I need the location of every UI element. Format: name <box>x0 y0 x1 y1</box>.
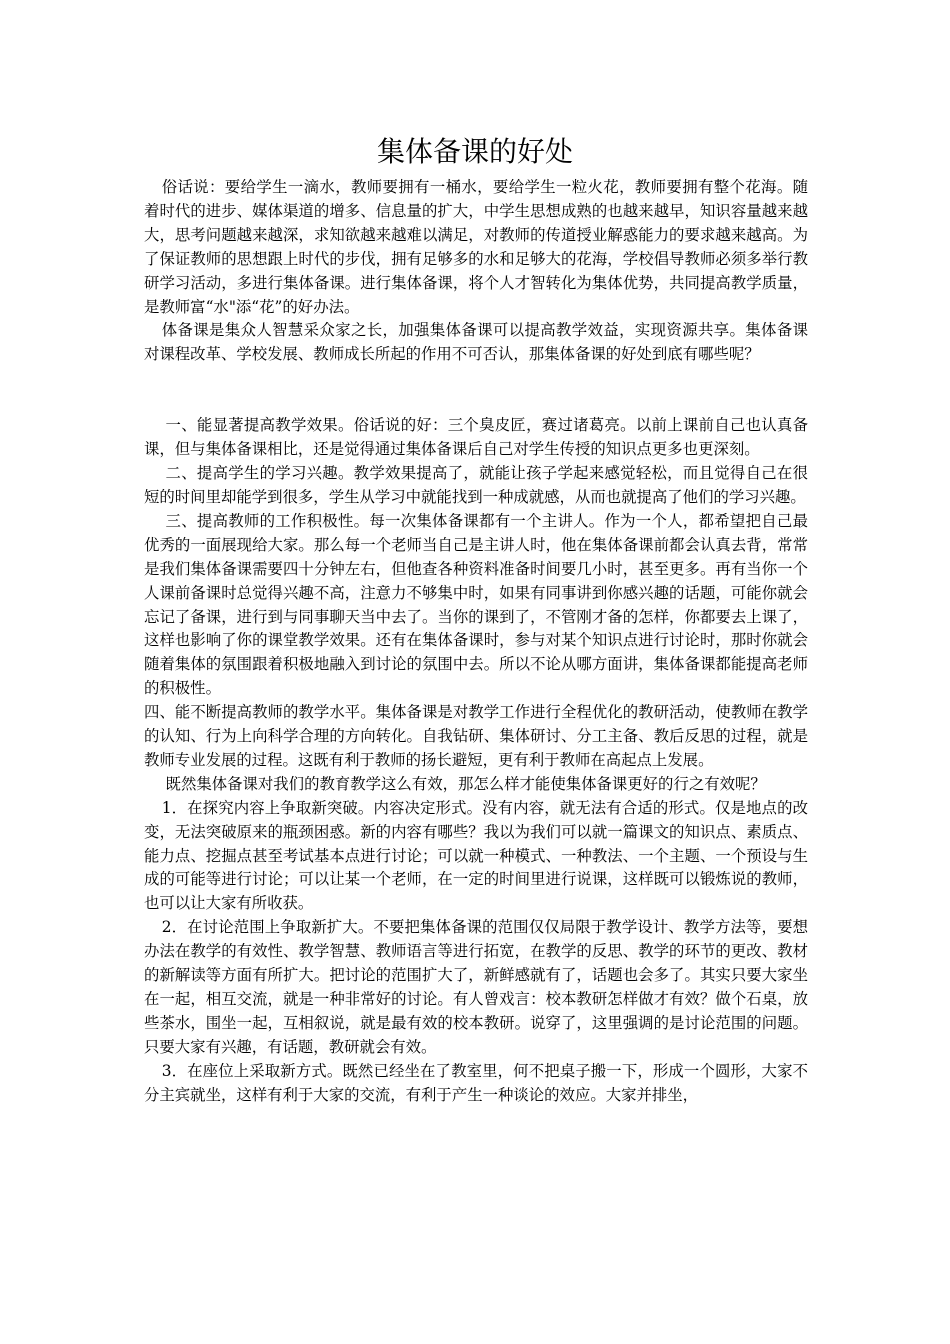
paragraph-summary: 体备课是集众人智慧采众家之长，加强集体备课可以提高教学效益，实现资源共享。集体备课对课程改革、学校发展、教师成长所起的作用不可否认，那集体备课的好处到底有哪些呢？ <box>144 321 808 364</box>
paragraph-point-1: 一、能显著提高教学效果。俗话说的好：三个臭皮匠，赛过诸葛亮。以前上课前自己也认真备课，但与集体备课相比，还是觉得通过集体备课后自己对学生传授的知识点更多也更深刻。 <box>144 416 808 459</box>
paragraph-method-3: 3．在座位上采取新方式。既然已经坐在了教室里，何不把桌子搬一下，形成一个圆形，大家不分主宾就坐，这样有利于大家的交流，有利于产生一种谈论的效应。大家并排坐， <box>144 1061 808 1104</box>
blank-line <box>144 367 808 414</box>
paragraph-method-2: 2．在讨论范围上争取新扩大。不要把集体备课的范围仅仅局限于教学设计、教学方法等，要想办法在教学的有效性、教学智慧、教师语言等进行拓宽，在教学的反思、教学的环节的更改、教材的新解读等方面有所扩大。把讨论的范围扩大了，新鲜感就有了，话题也会多了。其实只要大家坐在一起，相互交流，就是一种非常好的讨论。有人曾戏言：校本教研怎样做才有效？做个石桌，放些茶水，围坐一起，互相叙说，就是最有效的校本教研。说穿了，这里强调的是讨论范围的问题。只要大家有兴趣，有话题，教研就会有效。 <box>144 918 808 1056</box>
paragraph-point-2: 二、提高学生的学习兴趣。教学效果提高了，就能让孩子学起来感觉轻松，而且觉得自己在很短的时间里却能学到很多，学生从学习中就能找到一种成就感，从而也就提高了他们的学习兴趣。 <box>144 464 808 506</box>
paragraph-transition: 既然集体备课对我们的教育教学这么有效，那怎么样才能使集体备课更好的行之有效呢？ <box>165 774 766 793</box>
paragraph-intro: 俗话说：要给学生一滴水，教师要拥有一桶水，要给学生一粒火花，教师要拥有整个花海。随着时代的进步、媒体渠道的增多、信息量的扩大，中学生思想成熟的也越来越早，知识容量越来越大，思考问题越来越深，求知欲越来越难以满足，对教师的传道授业解惑能力的要求越来越高。为了保证教师的思想跟上时代的步伐，拥有足够多的水和足够大的花海，学校倡导教师必须多举行教研学习活动，多进行集体备课。进行集体备课，将个人才智转化为集体优势，共同提高教学质量，是教师富“水"添“花”的好办法。 <box>144 178 808 316</box>
paragraph-point-4: 四、能不断提高教师的教学水平。集体备课是对教学工作进行全程优化的教研活动，使教师在教学的认知、行为上向科学合理的方向转化。自我钻研、集体研讨、分工主备、教后反思的过程，就是教师专业发展的过程。这既有利于教师的扬长避短，更有利于教师在高起点上发展。 <box>144 703 808 769</box>
paragraph-method-1: 1．在探究内容上争取新突破。内容决定形式。没有内容，就无法有合适的形式。仅是地点的改变，无法突破原来的瓶颈困惑。新的内容有哪些？我以为我们可以就一篇课文的知识点、素质点、能力点、挖掘点甚至考试基本点进行讨论；可以就一种模式、一种教法、一个主题、一个预设与生成的可能等进行讨论；可以让某一个老师，在一定的时间里进行说课，这样既可以锻炼说的教师，也可以让大家有所收获。 <box>144 798 808 913</box>
paragraph-point-3: 三、提高教师的工作积极性。每一次集体备课都有一个主讲人。作为一个人，都希望把自己最优秀的一面展现给大家。那么每一个老师当自己是主讲人时，他在集体备课前都会认真去背，常常是我们集体备课需要四十分钟左右，但他查各种资料准备时间要几小时，甚至更多。再有当你一个人课前备课时总觉得兴趣不高，注意力不够集中时，如果有同事讲到你感兴趣的话题，可能你就会忘记了备课，进行到与同事聊天当中去了。当你的课到了，不管刚才备的怎样，你都要去上课了，这样也影响了你的课堂教学效果。还有在集体备课时，参与对某个知识点进行讨论时，那时你就会随着集体的氛围跟着积极地融入到讨论的氛围中去。所以不论从哪方面讲，集体备课都能提高老师的积极性。 <box>144 511 808 698</box>
document-body <box>144 176 808 1108</box>
document-title: 集体备课的好处 <box>376 135 573 168</box>
